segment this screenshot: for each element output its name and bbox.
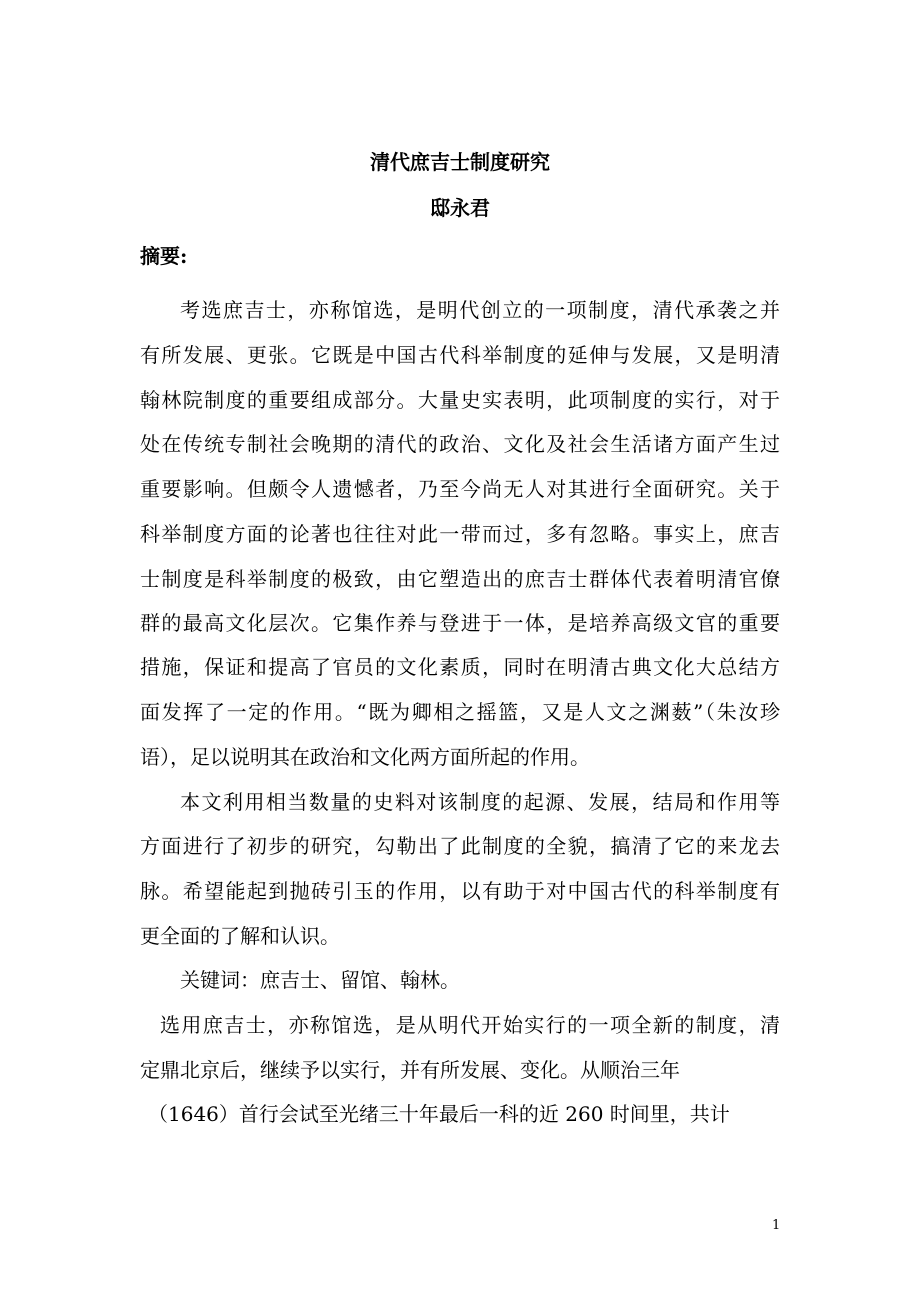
body-line: 定鼎北京后，继续予以实行，并有所发展、变化。从顺治三年 bbox=[140, 1058, 680, 1082]
abstract-line: 更全面的了解和认识。 bbox=[140, 924, 340, 948]
abstract-line: 脉。希望能起到抛砖引玉的作用，以有助于对中国古代的科举制度有 bbox=[140, 879, 780, 903]
page-number: 1 bbox=[772, 1218, 781, 1233]
abstract-line: 翰林院制度的重要组成部分。大量史实表明，此项制度的实行，对于 bbox=[140, 388, 780, 412]
abstract-line: 科举制度方面的论著也往往对此一带而过，多有忽略。事实上，庶吉 bbox=[140, 522, 780, 546]
abstract-heading: 摘要: bbox=[140, 244, 188, 268]
abstract-line: 本文利用相当数量的史料对该制度的起源、发展，结局和作用等 bbox=[180, 790, 780, 814]
abstract-line: 处在传统专制社会晚期的清代的政治、文化及社会生活诸方面产生过 bbox=[140, 432, 780, 456]
abstract-line: 措施，保证和提高了官员的文化素质，同时在明清古典文化大总结方 bbox=[140, 655, 780, 679]
abstract-line: 重要影响。但颇令人遗憾者，乃至今尚无人对其进行全面研究。关于 bbox=[140, 477, 780, 501]
keywords-line: 关键词：庶吉士、留馆、翰林。 bbox=[180, 968, 460, 992]
document-title: 清代庶吉士制度研究 bbox=[370, 150, 550, 174]
abstract-line: 群的最高文化层次。它集作养与登进于一体，是培养高级文官的重要 bbox=[140, 611, 780, 635]
abstract-line: 考选庶吉士，亦称馆选，是明代创立的一项制度，清代承袭之并 bbox=[180, 298, 780, 322]
abstract-line: 面发挥了一定的作用。“既为卿相之摇篮，又是人文之渊薮”（朱汝珍 bbox=[140, 700, 780, 724]
body-line: （1646）首行会试至光绪三十年最后一科的近 260 时间里，共计 bbox=[148, 1102, 730, 1126]
abstract-line: 有所发展、更张。它既是中国古代科举制度的延伸与发展，又是明清 bbox=[140, 343, 780, 367]
abstract-line: 士制度是科举制度的极致，由它塑造出的庶吉士群体代表着明清官僚 bbox=[140, 567, 780, 591]
abstract-line: 方面进行了初步的研究，勾勒出了此制度的全貌，搞清了它的来龙去 bbox=[140, 834, 780, 858]
body-line: 选用庶吉士，亦称馆选，是从明代开始实行的一项全新的制度，清 bbox=[160, 1013, 780, 1037]
document-author: 邸永君 bbox=[430, 196, 490, 220]
abstract-line: 语），足以说明其在政治和文化两方面所起的作用。 bbox=[140, 745, 590, 769]
